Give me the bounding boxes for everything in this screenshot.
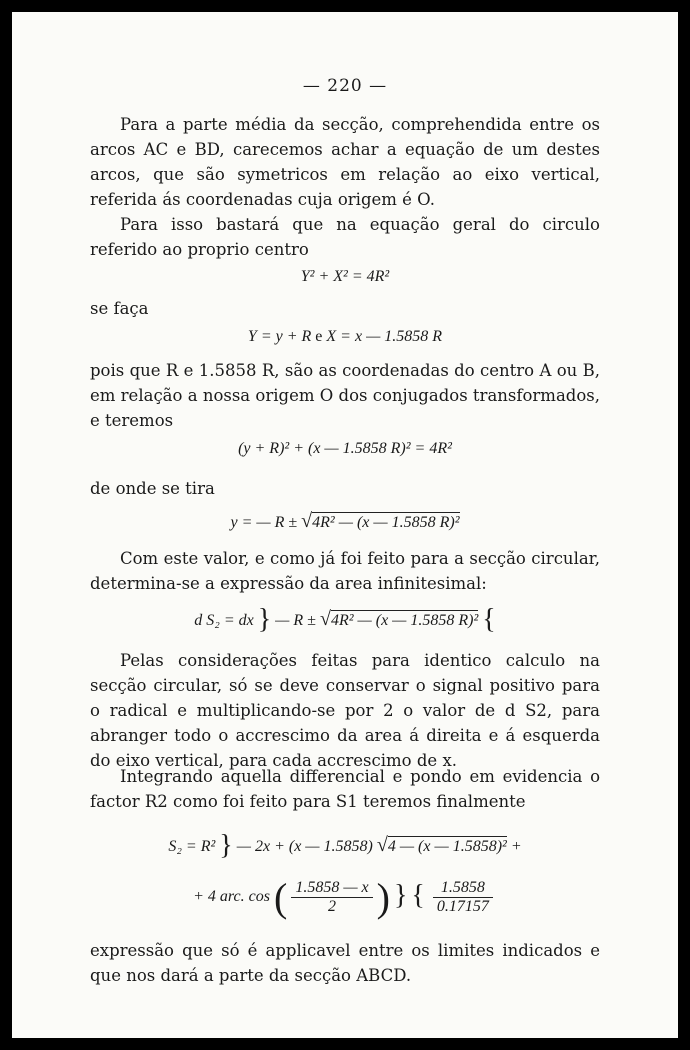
paren-close: ) — [376, 875, 390, 920]
fraction-arccos-argument — [291, 879, 372, 916]
eq6-radicand: 4 — (x — 1.5858)² — [387, 838, 507, 855]
equation-circle-general: Y² + X² = 4R² — [300, 268, 390, 285]
eq4-radicand: 4R² — (x — 1.5858 R)² — [312, 514, 460, 531]
paren-open: ( — [273, 875, 288, 920]
brace-close: } — [393, 880, 408, 912]
brace-open: } — [219, 830, 233, 861]
brace-open: { — [411, 880, 425, 912]
paragraph-8: Integrando aquella differencial e pondo em evidencia o factor R2 como foi feito para S1 teremos finalmente — [90, 767, 600, 811]
radical-sign: √ — [319, 608, 331, 630]
eq6-tail: + — [510, 838, 522, 855]
paragraph-7: Pelas considerações feitas para identico calculo na secção circular, só se deve conservar o signal positivo para o radical e multiplicando-se por 2 o valor de d S2, para abranger todo o accrescimo da area á direita e á esquerda do eixo vertical, para cada accrescimo de x. — [90, 651, 600, 770]
brace-open: } — [257, 604, 272, 635]
equation-substitution — [90, 328, 600, 346]
eq4-left: y = — R ± — [230, 514, 298, 531]
equation-y-solution — [90, 510, 600, 533]
paragraph-1: Para a parte média da secção, comprehendida entre os arcos AC e BD, carecemos achar a equação de um destes arcos, que são symetricos em relação ao eixo vertical, referida ás coordenadas cuja origem é O. — [90, 115, 600, 209]
equation-transformed-circle: (y + R)² + (x — 1.5858 R)² = 4R² — [238, 440, 452, 457]
frac2-numerator: 1.5858 — [433, 879, 493, 898]
equation-s2-line-1 — [90, 830, 600, 862]
frac2-denominator: 0.17157 — [436, 898, 489, 915]
page-number: — 220 — — [302, 76, 388, 96]
paragraph-9: expressão que só é applicavel entre os limites indicados e que nos dará a parte da secção ABCD. — [90, 941, 600, 985]
eq5-left: d S₂ = dx — [194, 612, 254, 629]
frac1-numerator: 1.5858 — x — [291, 879, 372, 898]
radical-sign: √ — [376, 834, 388, 856]
eq5-mid: — R ± — [275, 612, 316, 629]
eq6-left: S₂ = R² — [168, 838, 216, 855]
book-page — [12, 12, 678, 1038]
eq2-part-a: Y = y + R — [247, 328, 312, 345]
paragraph-3: se faça — [90, 299, 149, 318]
eq2-part-b: X = x — 1.5858 R — [326, 328, 443, 345]
eq7-lead: + 4 arc. cos — [193, 888, 270, 906]
brace-close: { — [482, 604, 496, 635]
frac1-denominator: 2 — [327, 898, 336, 915]
eq6-mid: — 2x + (x — 1.5858) — [236, 838, 373, 855]
eq5-radicand: 4R² — (x — 1.5858 R)² — [330, 612, 479, 629]
paragraph-5: de onde se tira — [90, 479, 215, 498]
paragraph-2: Para isso bastará que na equação geral do circulo referido ao proprio centro — [90, 215, 600, 259]
equation-area-differential — [90, 604, 600, 636]
paragraph-6: Com este valor, e como já foi feito para a secção circular, determina-se a expressão da area infinitesimal: — [90, 549, 600, 593]
eq2-conjunction: e — [315, 328, 323, 345]
equation-s2-line-2 — [90, 874, 600, 921]
radical-sign: √ — [301, 510, 313, 532]
fraction-limits — [433, 879, 493, 916]
paragraph-4: pois que R e 1.5858 R, são as coordenadas do centro A ou B, em relação a nossa origem O dos conjugados transformados, e teremos — [90, 361, 600, 430]
